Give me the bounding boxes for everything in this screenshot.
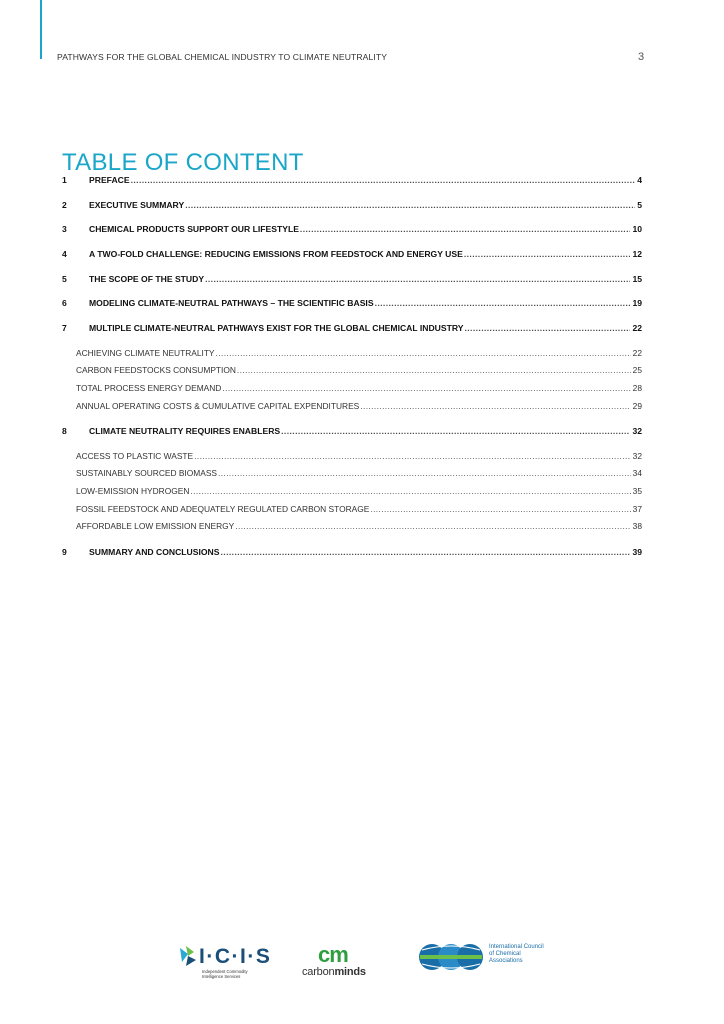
chapter-number: 3: [62, 224, 67, 235]
dot-leader: [218, 468, 631, 478]
chapter-number: 8: [62, 426, 67, 437]
subsection-title: ACHIEVING CLIMATE NEUTRALITY: [76, 347, 215, 358]
icis-mark-icon: [178, 944, 198, 968]
subsection-title: CARBON FEEDSTOCKS CONSUMPTION: [76, 365, 236, 376]
toc-chapter-8[interactable]: [62, 426, 642, 451]
chapter-title: CHEMICAL PRODUCTS SUPPORT OUR LIFESTYLE: [89, 224, 299, 235]
chapter-number: 1: [62, 175, 67, 185]
carbonminds-wordmark: [302, 966, 366, 978]
section-gap: [62, 418, 642, 426]
dot-leader: [370, 504, 630, 514]
subsection-page: 32: [632, 450, 642, 461]
subsection-page: 29: [632, 400, 642, 411]
chapter-title: THE SCOPE OF THE STUDY: [89, 273, 205, 284]
chapter-title: SUMMARY AND CONCLUSIONS: [89, 546, 220, 557]
subsection-page: 37: [632, 503, 642, 514]
icca-logo: [418, 940, 544, 986]
dot-leader: [281, 426, 630, 436]
partner-logos: [0, 940, 724, 986]
chapter-page: 12: [632, 249, 642, 260]
chapter-page: 19: [632, 298, 642, 309]
toc-subsection[interactable]: [62, 504, 642, 522]
carbonminds-light: carbon: [302, 966, 335, 978]
dot-leader: [221, 547, 631, 557]
dot-leader: [216, 348, 631, 358]
table-of-contents: [62, 175, 642, 572]
toc-chapter-7[interactable]: [62, 323, 642, 348]
subsection-title: LOW-EMISSION HYDROGEN: [76, 486, 190, 497]
subsection-title: ACCESS TO PLASTIC WASTE: [76, 450, 194, 461]
chapter-title: CLIMATE NEUTRALITY REQUIRES ENABLERS: [89, 426, 281, 437]
dot-leader: [222, 383, 630, 393]
subsection-title: ANNUAL OPERATING COSTS & CUMULATIVE CAPITAL EXPENDITURES: [76, 400, 360, 411]
section-gap: [62, 539, 642, 547]
running-title: PATHWAYS FOR THE GLOBAL CHEMICAL INDUSTRY TO CLIMATE NEUTRALITY: [57, 52, 388, 62]
chapter-number: 2: [62, 199, 67, 210]
chapter-page: 15: [632, 273, 642, 284]
chapter-title: A TWO-FOLD CHALLENGE: REDUCING EMISSIONS FROM FEEDSTOCK AND ENERGY USE: [89, 249, 463, 260]
cm-mark: cm: [318, 942, 348, 967]
subsection-title: FOSSIL FEEDSTOCK AND ADEQUATELY REGULATED CARBON STORAGE: [76, 503, 370, 514]
toc-chapter-2[interactable]: [62, 200, 642, 225]
chapter-title: MULTIPLE CLIMATE-NEUTRAL PATHWAYS EXIST FOR THE GLOBAL CHEMICAL INDUSTRY: [89, 323, 464, 334]
toc-subsection[interactable]: [62, 451, 642, 469]
dot-leader: [190, 486, 630, 496]
subsection-page: 35: [632, 486, 642, 497]
subsection-title: SUSTAINABLY SOURCED BIOMASS: [76, 468, 218, 479]
page-number: 3: [638, 51, 645, 63]
dot-leader: [360, 401, 630, 411]
chapter-title: EXECUTIVE SUMMARY: [89, 199, 185, 210]
toc-chapter-9[interactable]: [62, 547, 642, 572]
chapter-page: 4: [637, 175, 642, 185]
subsection-page: 28: [632, 383, 642, 393]
icca-name: International Council of Chemical Associations: [489, 944, 544, 964]
toc-chapter-1[interactable]: [62, 175, 642, 200]
dot-leader: [464, 249, 631, 259]
toc-subsection[interactable]: [62, 486, 642, 504]
header-accent-bar: [40, 0, 42, 59]
dot-leader: [235, 521, 630, 531]
icca-globe-icon: [418, 942, 484, 972]
toc-chapter-4[interactable]: [62, 249, 642, 274]
toc-chapter-3[interactable]: [62, 224, 642, 249]
chapter-number: 5: [62, 273, 67, 284]
icis-logo: [178, 940, 272, 986]
chapter-number: 9: [62, 546, 67, 557]
chapter-title: MODELING CLIMATE-NEUTRAL PATHWAYS – THE SCIENTIFIC BASIS: [89, 298, 374, 309]
chapter-page: 39: [632, 546, 642, 557]
chapter-page: 32: [632, 426, 642, 437]
dot-leader: [237, 365, 631, 375]
carbonminds-bold: minds: [334, 966, 366, 978]
chapter-page: 10: [632, 224, 642, 235]
chapter-page: 22: [632, 323, 642, 334]
dot-leader: [194, 451, 631, 461]
dot-leader: [185, 200, 635, 210]
subsection-page: 25: [632, 365, 642, 376]
subsection-page: 34: [632, 468, 642, 479]
toc-subsection[interactable]: [62, 383, 642, 401]
toc-title: TABLE OF CONTENT: [62, 149, 304, 177]
subsection-title: AFFORDABLE LOW EMISSION ENERGY: [76, 521, 235, 532]
subsection-page: 38: [632, 521, 642, 532]
icis-tagline: Independent Commodity Intelligence Services: [202, 969, 248, 979]
chapter-page: 5: [637, 199, 642, 210]
toc-subsection[interactable]: [62, 348, 642, 366]
chapter-number: 4: [62, 249, 67, 260]
chapter-number: 6: [62, 298, 67, 309]
chapter-title: PREFACE: [89, 175, 130, 185]
toc-subsection[interactable]: [62, 521, 642, 539]
chapter-number: 7: [62, 323, 67, 334]
toc-subsection[interactable]: [62, 365, 642, 383]
toc-chapter-5[interactable]: [62, 274, 642, 299]
toc-chapter-6[interactable]: [62, 298, 642, 323]
carbonminds-logo: [302, 940, 382, 986]
subsection-title: TOTAL PROCESS ENERGY DEMAND: [76, 383, 222, 393]
dot-leader: [464, 323, 630, 333]
toc-subsection[interactable]: [62, 468, 642, 486]
dot-leader: [131, 175, 636, 185]
subsection-page: 22: [632, 347, 642, 358]
dot-leader: [300, 224, 631, 234]
dot-leader: [375, 298, 631, 308]
toc-subsection[interactable]: [62, 401, 642, 419]
icis-wordmark: I·C·I·S: [199, 945, 272, 968]
dot-leader: [205, 274, 630, 284]
